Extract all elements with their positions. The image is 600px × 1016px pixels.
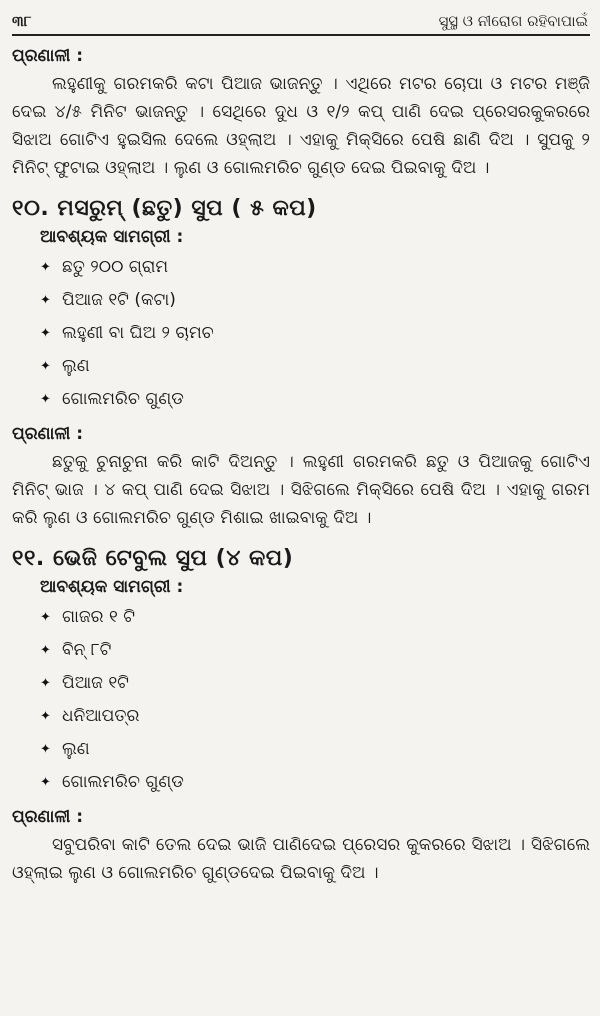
star-bullet-icon: ✦ [40, 676, 51, 691]
ingredients-label: ଆବଶ୍ୟକ ସାମଗ୍ରୀ : [40, 227, 184, 247]
method-label: ପ୍ରଣାଳୀ : [12, 807, 84, 827]
ingredient-text: ପିଆଜ ୧ଟି (କଟା) [62, 290, 176, 310]
star-bullet-icon: ✦ [40, 260, 51, 275]
ingredient-text: ଲହୁଣୀ ବା ଘିଅ ୨ ଚାମଚ [62, 323, 214, 343]
intro-method-section [12, 46, 590, 182]
ingredient-text: ଲୁଣ [62, 356, 90, 376]
ingredient-item [40, 350, 590, 383]
star-bullet-icon: ✦ [40, 326, 51, 341]
method-text: ଲହୁଣୀକୁ ଗରମକରି କଟା ପିଆଜ ଭାଜନ୍ତୁ । ଏଥିରେ ମଟର ଚୋପା ଓ ମଟର ମଞ୍ଜି ଦେଇ ୪/୫ ମିନିଟ ଭାଜନ୍ତୁ । ସେଥିରେ ଦୁଧ ଓ ୧/୨ କପ୍ ପାଣି ଦେଇ ପ୍ରେସରକୁକରରେ ସିଝାଅ ଗୋଟିଏ ହୁଇସିଲ ଦେଲେ ଓହ୍ଲାଅ । ଏହାକୁ ମିକ୍ସିରେ ପେଷି ଛାଣି ଦିଅ । ସୁପକୁ ୨ ମିନିଟ୍ ଫୁଟାଇ ଓହ୍ଲାଅ । ଲୁଣ ଓ ଗୋଲମରିଚ ଗୁଣ୍ଡ ଦେଇ ପିଇବାକୁ ଦିଅ । [12, 74, 590, 178]
method-label: ପ୍ରଣାଳୀ : [12, 424, 84, 444]
ingredient-item [40, 383, 590, 416]
ingredient-item [40, 284, 590, 317]
recipe-mushroom-soup [12, 196, 590, 532]
ingredient-text: ଗୋଲମରିଚ ଗୁଣ୍ଡ [62, 389, 184, 409]
method-text: ସବୁପରିବା କାଟି ତେଲ ଦେଇ ଭାଜି ପାଣିଦେଇ ପ୍ରେସର କୁକରରେ ସିଝାଅ । ସିଝିଗଲେ ଓହ୍ଲାଇ ଲୁଣ ଓ ଗୋଲମରିଚ ଗୁଣ୍ଡଦେଇ ପିଇବାକୁ ଦିଅ । [12, 835, 590, 883]
ingredient-item [40, 601, 590, 634]
method-label: ପ୍ରଣାଳୀ : [12, 46, 84, 66]
star-bullet-icon: ✦ [40, 709, 51, 724]
star-bullet-icon: ✦ [40, 742, 51, 757]
ingredient-list [12, 251, 590, 416]
ingredient-item [40, 733, 590, 766]
star-bullet-icon: ✦ [40, 392, 51, 407]
page-header [12, 0, 590, 36]
ingredient-text: ଗୋଲମରିଚ ଗୁଣ୍ଡ [62, 772, 184, 792]
ingredient-item [40, 634, 590, 667]
star-bullet-icon: ✦ [40, 643, 51, 658]
star-bullet-icon: ✦ [40, 359, 51, 374]
ingredient-text: ବିନ୍ ୮ଟି [62, 640, 112, 660]
ingredients-label: ଆବଶ୍ୟକ ସାମଗ୍ରୀ : [40, 577, 184, 597]
ingredient-item [40, 667, 590, 700]
page-number: ୩୮ [12, 12, 32, 30]
star-bullet-icon: ✦ [40, 610, 51, 625]
ingredient-item [40, 251, 590, 284]
ingredient-text: ଲୁଣ [62, 739, 90, 759]
ingredient-text: ଧନିଆପତ୍ର [62, 706, 140, 726]
ingredient-text: ପିଆଜ ୧ଟି [62, 673, 129, 693]
method-text: ଛତୁକୁ ଚୁନାଚୁନା କରି କାଟି ଦିଅନ୍ତୁ । ଲହୁଣୀ ଗରମକରି ଛତୁ ଓ ପିଆଜକୁ ଗୋଟିଏ ମିନିଟ୍ ଭାଜ । ୪ କପ୍ ପାଣି ଦେଇ ସିଝାଅ । ସିଝିଗଲେ ମିକ୍ସିରେ ପେଷି ଦିଅ । ଏହାକୁ ଗରମ କରି ଲୁଣ ଓ ଗୋଲମରିଚ ଗୁଣ୍ଡ ମିଶାଇ ଖାଇବାକୁ ଦିଅ । [12, 452, 590, 528]
recipe-title: ୧୧. ଭେଜି ଟେବୁଲ ସୁପ (୪ କପ) [12, 546, 294, 571]
running-title: ସୁସ୍ଥ ଓ ନୀରୋଗ ରହିବାପାଇଁ [438, 12, 588, 30]
star-bullet-icon: ✦ [40, 775, 51, 790]
ingredient-item [40, 766, 590, 799]
ingredient-item [40, 317, 590, 350]
star-bullet-icon: ✦ [40, 293, 51, 308]
ingredient-text: ଛତୁ ୨୦୦ ଗ୍ରାମ [62, 257, 169, 277]
ingredient-item [40, 700, 590, 733]
ingredient-text: ଗାଜର ୧ ଟି [62, 607, 136, 627]
ingredient-list [12, 601, 590, 799]
recipe-vegetable-soup [12, 546, 590, 887]
recipe-title: ୧୦. ମସରୁମ୍ (ଛତୁ) ସୁପ ( ୫ କପ) [12, 196, 317, 221]
